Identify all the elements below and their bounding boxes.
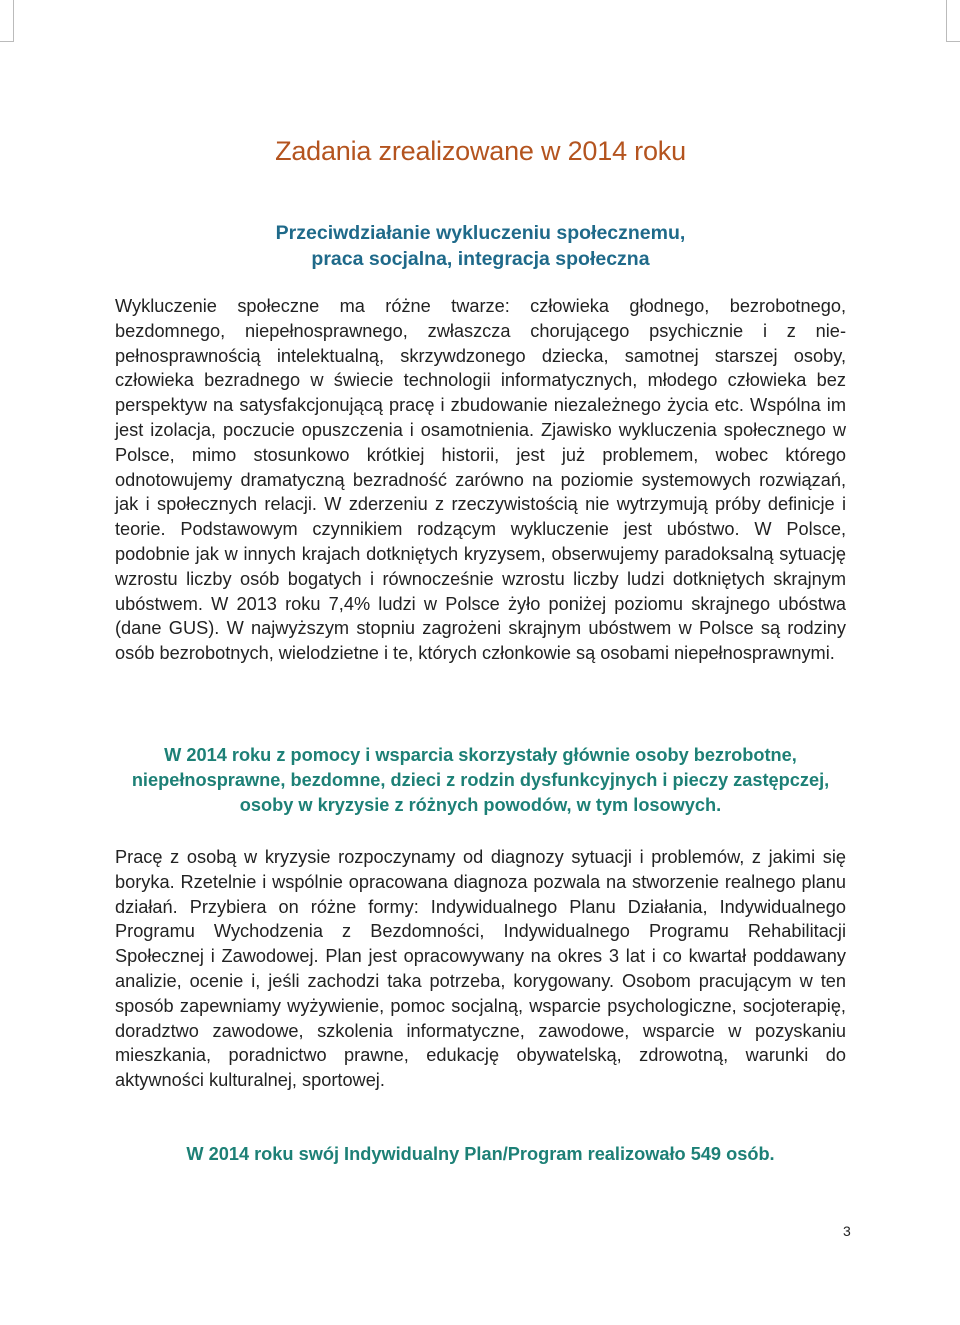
body-paragraph-1: Wykluczenie społeczne ma różne twarze: człowieka głodnego, bezrobotnego, bezdomnego, niepełnosprawnego, zwłaszcza chorującego psychicznie i z niepełnosprawnością intelektualną, skrzywdzonego dziecka, samotnej starszej osoby, człowieka bezradnego w świecie technologii informatycznych, młodego człowieka bez perspektyw na satysfakcjonującą pracę i zbudowanie niezależnego życia etc. Wspólna im jest izolacja, poczucie opuszczenia i osamotnienia. Zjawisko wykluczenia społecznego w Polsce, mimo stosunkowo krótkiej historii, jest już problemem, wobec którego odnotowujemy dramatyczną bezradność zarówno na poziomie systemowych rozwiązań, jak i społecznych relacji. W zderzeniu z rzeczywistością nie wytrzymują próby definicje i teorie. Podstawowym czynnikiem rodzącym wykluczenie jest ubóstwo. W Polsce, podobnie jak w innych krajach dotkniętych kryzysem, obserwujemy paradoksalną sytuację wzrostu liczby osób bogatych i równocześnie wzrostu liczby ludzi dotkniętych skrajnym ubóstwem. W 2013 roku 7,4% ludzi w Polsce żyło poniżej poziomu skrajnego ubóstwa (dane GUS). W najwyższym stopniu zagrożeni skrajnym ubóstwem w Polsce są rodziny osób bezrobotnych, wielodzietne i te, których członkowie są osobami niepełnosprawnymi.	[115, 296, 846, 664]
crop-mark-top-left	[0, 0, 14, 42]
subtitle-line-1: Przeciwdziałanie wykluczeniu społecznemu,	[275, 222, 686, 244]
crop-mark-top-right	[946, 0, 960, 42]
section-subtitle	[115, 220, 846, 272]
page-number: 3	[843, 1223, 851, 1239]
subtitle-line-2: praca socjalna, integracja społeczna	[311, 248, 650, 270]
highlight-statement-1: W 2014 roku z pomocy i wsparcia skorzystały głównie osoby bezrobotne, niepełnosprawne, bezdomne, dzieci z rodzin dysfunkcyjnych i pieczy zastępczej, osoby w kryzysie z różnych powodów, w tym losowych.	[131, 745, 830, 815]
highlight-statement-2: W 2014 roku swój Indywidualny Plan/Program realizowało 549 osób.	[186, 1144, 775, 1164]
body-paragraph-2: Pracę z osobą w kryzysie rozpoczynamy od diagnozy sytuacji i problemów, z jakimi się boryka. Rzetelnie i wspólnie opracowana diagnoza pozwala na stworzenie realnego planu działań. Przybiera on różne formy: Indywidualnego Planu Działania, Indywidualnego Programu Wychodzenia z Bezdomności, Indywidualnego Programu Rehabilitacji Społecznej i Zawodowej. Plan jest opracowywany na okres 3 lat i co kwartał poddawany analizie, ocenie i, jeśli zachodzi taka potrzeba, korygowany. Osobom pracującym w ten sposób zapewniamy wyżywienie, pomoc socjalną, wsparcie psychologiczne, socjoterapię, doradztwo zawodowe, szkolenia informatyczne, zawodowe, wsparcie w pozyskaniu mieszkania, poradnictwo prawne, edukację obywatelską, zdrowotną, warunki do aktywności kulturalnej, sportowej.	[115, 847, 846, 1091]
page-title: Zadania zrealizowane w 2014 roku	[275, 136, 686, 166]
